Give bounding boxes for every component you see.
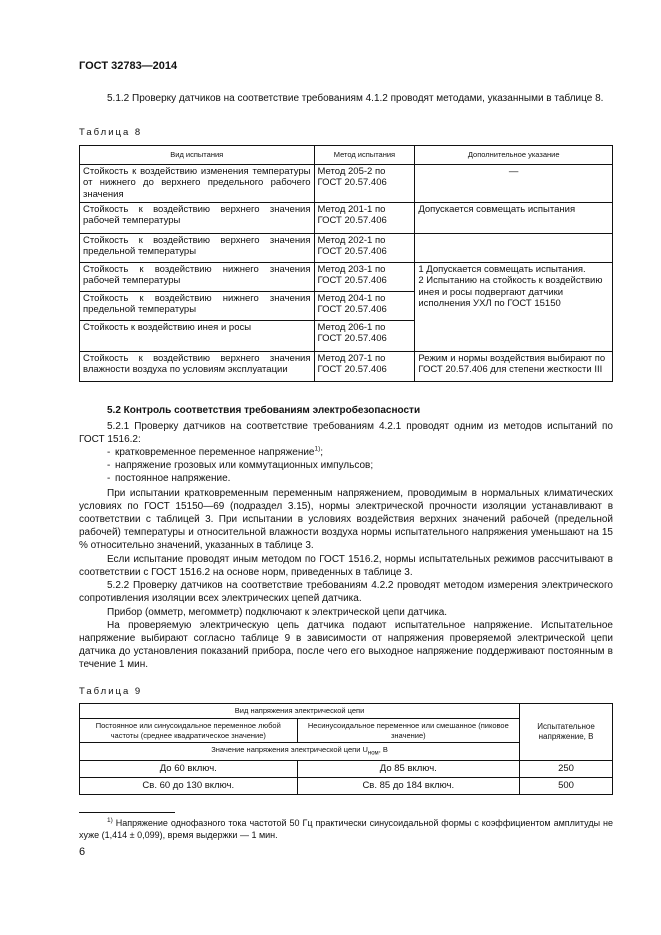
table-cell-test: Стойкость к воздействию верхнего значения предельной температуры [80,233,315,262]
table-cell-method: Метод 201-1 по ГОСТ 20.57.406 [314,202,415,233]
table-header-cell: Дополнительное указание [415,146,613,165]
note-item: 2 Испытанию на стойкость к воздействию инея и росы подвергают датчики исполнения УХЛ по ГОСТ 15150 [418,275,603,309]
footnote-divider [79,812,175,813]
table-row [80,262,613,291]
list-item: - напряжение грозовых или коммутационных импульсов; [107,460,374,471]
list-dash: - [107,447,111,458]
table-9-caption: Таблица 9 [79,686,143,697]
table-8-header-row [80,146,613,165]
table-cell: До 85 включ. [297,761,520,778]
list-dash: - [107,460,111,471]
list-item: - постоянное напряжение. [107,473,231,484]
table-cell-method: Метод 205-2 по ГОСТ 20.57.406 [314,164,415,202]
table-cell: Св. 60 до 130 включ. [80,778,298,795]
page-number: 6 [79,846,86,858]
table-cell-test: Стойкость к воздействию нижнего значения рабочей температуры [80,262,315,291]
table-row [80,778,613,795]
note-item: 1 Допускается совмещать испытания. [418,263,586,275]
table-cell-note: Режим и нормы воздействия выбирают по ГОСТ 20.57.406 для степени жесткости III [415,351,613,381]
table-row [80,351,613,381]
section-5-2-title: 5.2 Контроль соответствия требованиям электробезопасности [107,405,421,416]
table-cell: 500 [520,778,613,795]
table-header-cell: Вид напряжения электрической цепи [80,704,520,719]
table-row [80,233,613,262]
list-dash: - [107,473,111,484]
table-cell-note [415,233,613,262]
table-cell-method: Метод 204-1 по ГОСТ 20.57.406 [314,291,415,320]
table-8-caption: Таблица 8 [79,127,143,138]
table-8 [79,145,613,382]
table-row [80,761,613,778]
table-cell-note: Допускается совмещать испытания [415,202,613,233]
table-header-cell: Постоянное или синусоидальное переменное любой частоты (среднее квадратическое значение) [80,719,298,743]
table-cell-note [415,262,613,351]
table-9 [79,703,613,795]
table-header-cell: Испытательное напряжение, В [520,704,613,761]
document-code: ГОСТ 32783—2014 [79,60,178,72]
footnote-ref: 1) [314,445,321,453]
paragraph-device: Прибор (омметр, мегомметр) подключают к электрической цепи датчика. [107,607,448,618]
paragraph-5-2-2: 5.2.2 Проверку датчиков на соответствие требованиям 4.2.2 проводят методом измерения электрического сопротивления изоляции всех электрических цепей датчика. [79,580,613,604]
table-cell-method: Метод 206-1 по ГОСТ 20.57.406 [314,320,415,351]
footnote: $^{1)}$ Напряжение однофазного тока частотой 50 Гц практически синусоидальной формы с коэффициентом амплитуды не хуже (1,414 ± 0,099), время выдержки — 1 мин. [79,817,613,840]
table-cell: До 60 включ. [80,761,298,778]
paragraph-apply-voltage: На проверяемую электрическую цепь датчика подают испытательное напряжение. Испытательное напряжение выбирают согласно таблице 9 в зависимости от напряжения проверяемой электрической цепи датчика до установления показаний прибора, после чего его выходное напряжение поддерживают постоянным в течение 1 мин. [79,620,613,670]
table-header-cell: Вид испытания [80,146,315,165]
table-cell-test: Стойкость к воздействию инея и росы [80,320,315,351]
paragraph-other-method: Если испытание проводят иным методом по ГОСТ 1516.2, нормы испытательных режимов рассчитывают в соответствии с ГОСТ 1516.2 на основе норм, приведенных в таблице 3. [79,554,613,578]
table-cell: 250 [520,761,613,778]
table-cell-note: — [415,164,613,202]
table-cell-method: Метод 202-1 по ГОСТ 20.57.406 [314,233,415,262]
footnote-mark: 1) [107,817,113,824]
table-9-header-row [80,704,613,719]
paragraph-5-1-2: 5.1.2 Проверку датчиков на соответствие требованиям 4.1.2 проводят методами, указанными в таблице 8. [107,93,604,104]
table-cell-method: Метод 203-1 по ГОСТ 20.57.406 [314,262,415,291]
table-cell-test: Стойкость к воздействию изменения температуры от нижнего до верхнего предельного рабочего значения [80,164,315,202]
table-cell-method: Метод 207-1 по ГОСТ 20.57.406 [314,351,415,381]
table-cell: Св. 85 до 184 включ. [297,778,520,795]
method-list [79,446,613,485]
table-cell-test: Стойкость к воздействию верхнего значения рабочей температуры [80,202,315,233]
table-row [80,164,613,202]
table-cell-test: Стойкость к воздействию верхнего значения влажности воздуха по условиям эксплуатации [80,351,315,381]
table-cell-test: Стойкость к воздействию нижнего значения предельной температуры [80,291,315,320]
paragraph-5-2-1: 5.2.1 Проверку датчиков на соответствие требованиям 4.2.1 проводят одним из методов испытаний по ГОСТ 1516.2: [79,421,613,445]
list-item: - кратковременное переменное напряжение$^{1)}$; [107,445,324,458]
table-header-cell: Несинусоидальное переменное или смешанное (пиковое значение) [297,719,520,743]
table-header-cell: Метод испытания [314,146,415,165]
table-row [80,202,613,233]
paragraph-short-voltage: При испытании кратковременным переменным напряжением, проводимым в нормальных климатических условиях по ГОСТ 15150—69 (подраздел 3.15), нормы электрической прочности изоляции устанавливают в соответствии с таблицей 3. При испытании в условиях воздействия верхних значений рабочей (предельной рабочей) температуры и относительной влажности воздуха нормы испытательного напряжения уменьшают на 15 % относительно значений, указанных в таблице 3. [79,488,613,551]
table-header-cell: Значение напряжения электрической цепи $U_{ном}$, В [80,743,520,761]
